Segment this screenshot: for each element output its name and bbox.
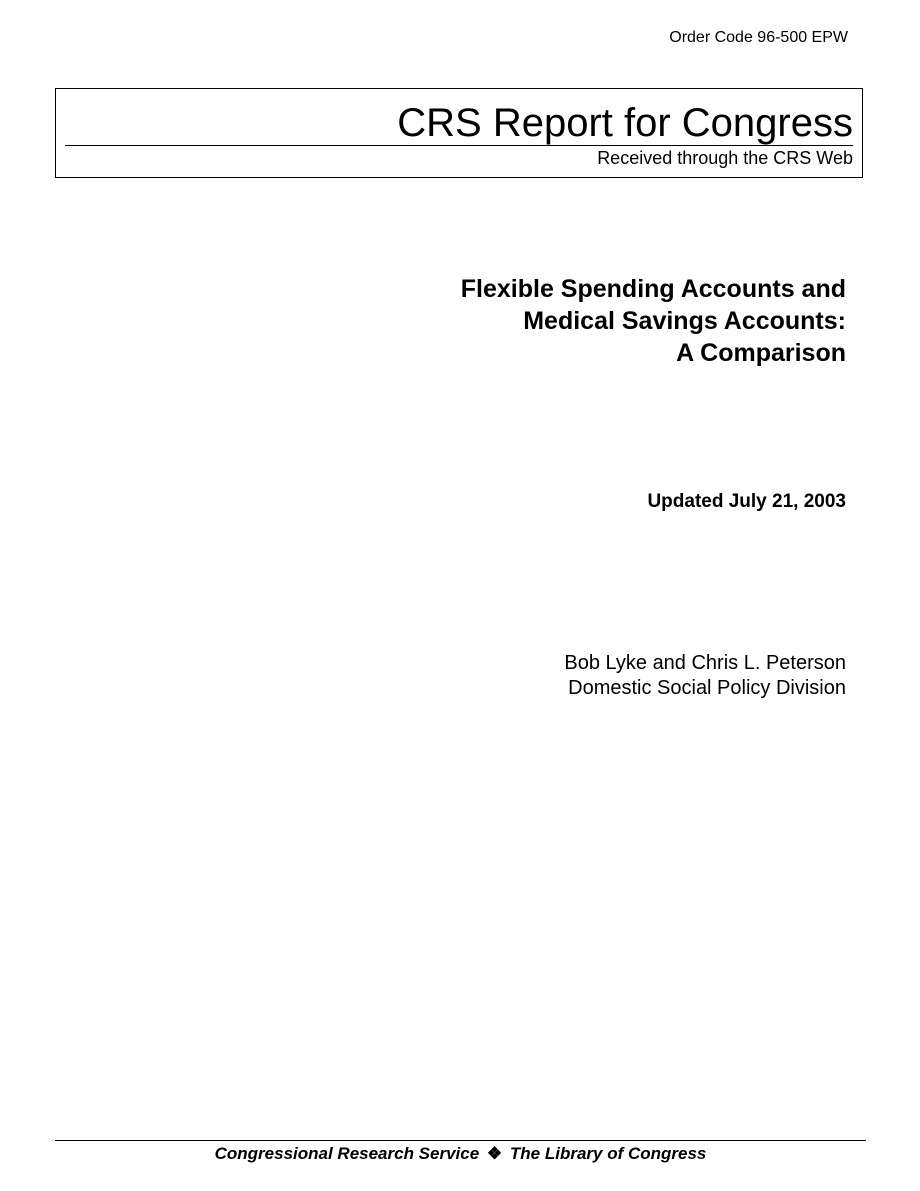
author-division: Domestic Social Policy Division bbox=[568, 677, 846, 699]
footer bbox=[55, 1143, 866, 1165]
footer-library: The Library of Congress bbox=[509, 1144, 707, 1163]
header-divider bbox=[65, 145, 853, 146]
report-title-line: A Comparison bbox=[676, 339, 846, 367]
author-block bbox=[564, 651, 846, 701]
report-title-line: Medical Savings Accounts: bbox=[523, 307, 846, 335]
report-title bbox=[461, 273, 846, 369]
report-title-line: Flexible Spending Accounts and bbox=[460, 275, 846, 303]
author-names: Bob Lyke and Chris L. Peterson bbox=[564, 652, 846, 674]
footer-divider bbox=[55, 1140, 866, 1141]
header-subtitle: Received through the CRS Web bbox=[597, 148, 853, 168]
footer-organization: Congressional Research Service bbox=[214, 1144, 480, 1163]
order-code: Order Code 96-500 EPW bbox=[669, 29, 848, 46]
header-title: CRS Report for Congress bbox=[397, 101, 853, 145]
diamond-separator-icon: ❖ bbox=[486, 1144, 503, 1163]
report-header-box bbox=[55, 88, 863, 178]
updated-date: Updated July 21, 2003 bbox=[647, 491, 846, 512]
